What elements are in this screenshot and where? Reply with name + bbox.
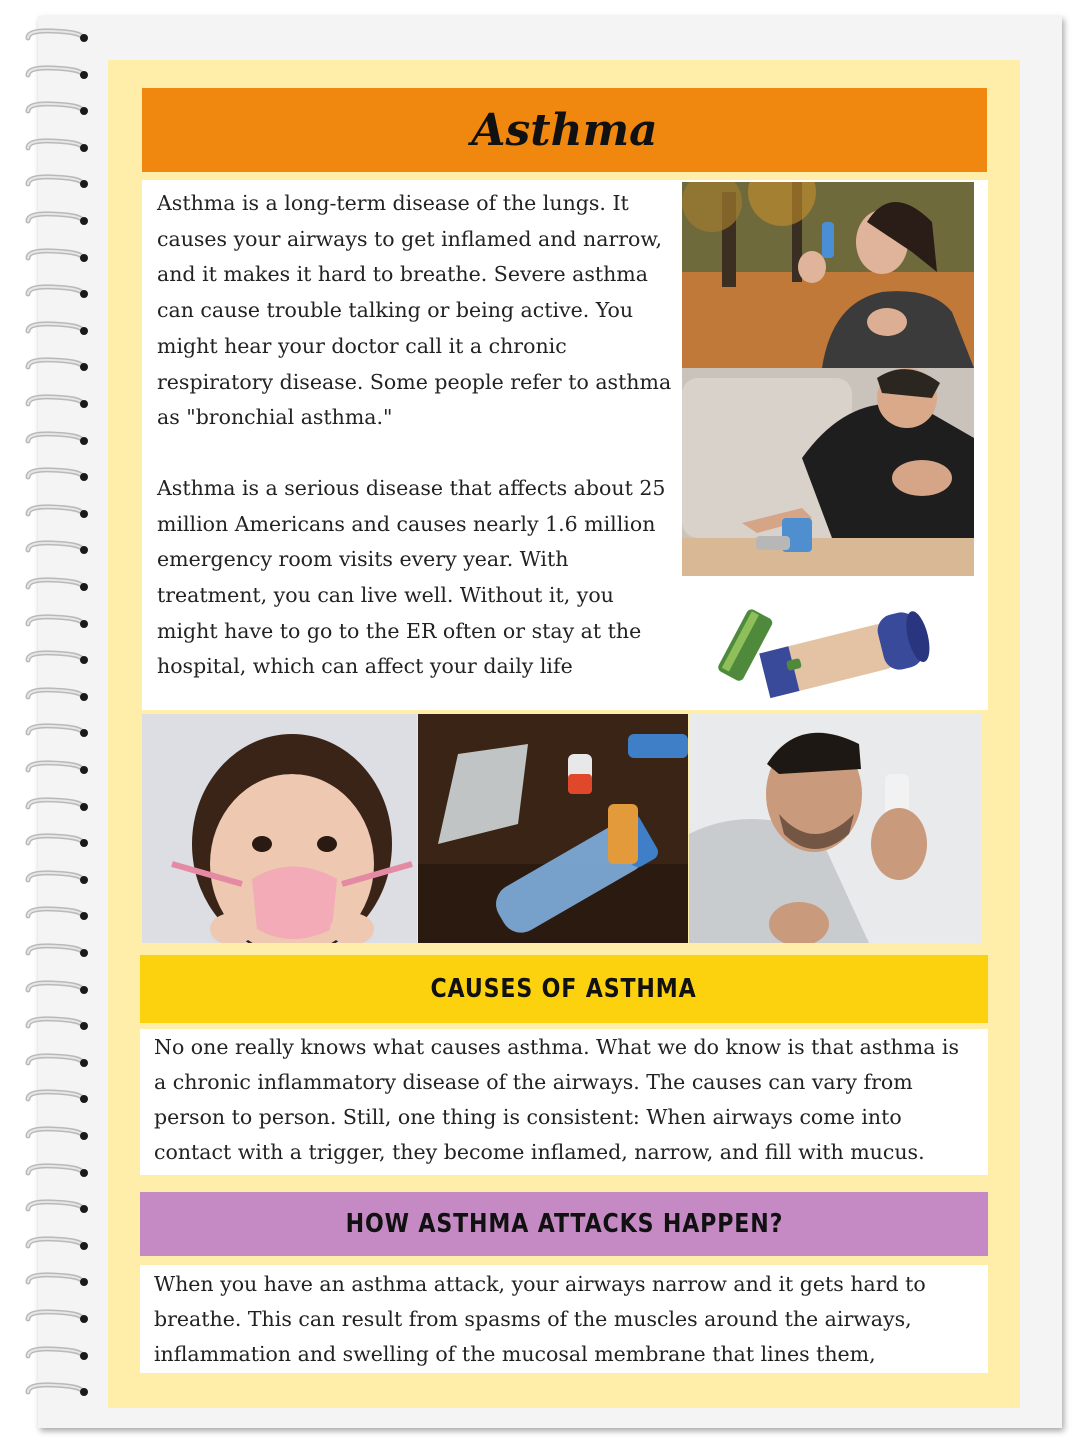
spiral-ring [22,1382,90,1398]
spiral-ring [22,1309,90,1325]
spiral-ring [22,1016,90,1032]
spiral-ring [22,467,90,483]
intro-text [157,186,677,720]
spiral-ring [22,723,90,739]
spiral-ring [22,943,90,959]
causes-text: No one really knows what causes asthma. What we do know is that asthma is a chronic inflammatory disease of the airways. The causes can vary from person to person. Still, one thing is consistent: When airways come into contact with a trigger, they become inflamed, narrow, and fill with mucus. [140,1029,988,1175]
intro-paragraph-1: Asthma is a long-term disease of the lungs. It causes your airways to get inflamed and narrow, and it makes it hard to breathe. Severe asthma can cause trouble talking or being active. You might hear your doctor call it a chronic respiratory disease. Some people refer to asthma as "bronchial asthma." [157,191,672,430]
inhaler-illustration [712,586,934,700]
spiral-ring [22,174,90,190]
spiral-ring [22,1272,90,1288]
spiral-ring [22,394,90,410]
spiral-ring [22,1346,90,1362]
spiral-ring [22,284,90,300]
title-bar [142,88,987,172]
causes-heading-bar [140,955,988,1023]
spiral-ring [22,431,90,447]
spiral-ring [22,870,90,886]
spiral-ring [22,760,90,776]
spiral-ring [22,1053,90,1069]
attacks-heading: HOW ASTHMA ATTACKS HAPPEN? [345,1209,783,1239]
man-reaching-inhaler-photo [682,368,974,576]
spiral-ring [22,138,90,154]
spiral-ring [22,1126,90,1142]
spiral-ring [22,906,90,922]
spiral-ring [22,1199,90,1215]
spiral-ring [22,1089,90,1105]
spiral-ring [22,101,90,117]
spiral-ring [22,797,90,813]
spiral-ring [22,577,90,593]
spiral-ring [22,211,90,227]
page-title: Asthma [471,104,658,156]
spiral-ring [22,1163,90,1179]
attacks-heading-bar [140,1192,988,1256]
spiral-ring [22,687,90,703]
spiral-ring [22,321,90,337]
spacer-inhalers-photo [418,714,688,943]
spiral-ring [22,614,90,630]
spiral-ring [22,504,90,520]
intro-paragraph-2: Asthma is a serious disease that affects about 25 million Americans and causes nearly 1.6 million emergency room visits every year. With treatment, you can live well. Without it, you might have to go to the ER often or stay at the hospital, which can affect your daily life [157,475,666,679]
attacks-text: When you have an asthma attack, your airways narrow and it gets hard to breathe. This can result from spasms of the muscles around the airways, inflammation and swelling of the mucosal membrane that lines them, [140,1265,988,1373]
spiral-ring [22,650,90,666]
child-nebulizer-photo [142,714,417,943]
spiral-ring [22,357,90,373]
spiral-ring [22,1236,90,1252]
spiral-ring [22,980,90,996]
woman-inhaler-photo [682,182,974,368]
causes-heading: CAUSES OF ASTHMA [430,974,698,1004]
spiral-ring [22,65,90,81]
spiral-binding [0,28,100,1428]
spiral-ring [22,28,90,44]
spiral-ring [22,540,90,556]
spiral-ring [22,833,90,849]
spiral-ring [22,248,90,264]
man-inhaler-photo [689,714,981,943]
